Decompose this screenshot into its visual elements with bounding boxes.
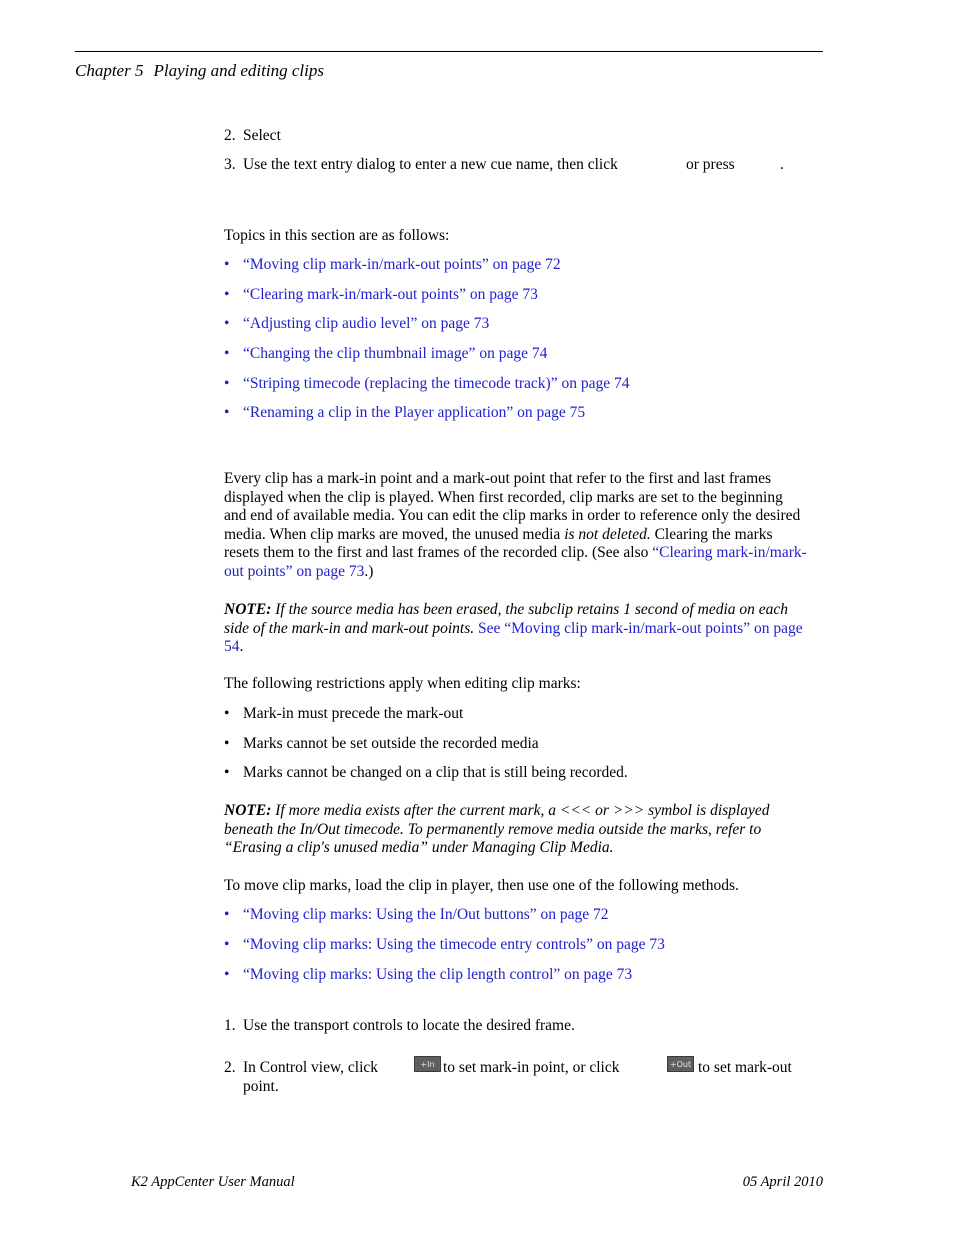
method-link[interactable]: “Moving clip marks: Using the In/Out buttons” on page 72	[243, 906, 609, 923]
topic-link[interactable]: “Adjusting clip audio level” on page 73	[243, 315, 490, 332]
running-header	[75, 62, 324, 81]
chapter-title: Playing and editing clips	[153, 61, 324, 80]
restrictions-intro: The following restrictions apply when editing clip marks:	[224, 675, 581, 692]
topics-intro: Topics in this section are as follows:	[224, 227, 450, 244]
topic-link[interactable]: “Renaming a clip in the Player application” on page 75	[243, 404, 586, 421]
header-rule	[75, 51, 823, 52]
topic-link[interactable]: “Clearing mark-in/mark-out points” on page 73	[243, 286, 538, 303]
clearing-marks-link[interactable]: “Clearing mark-in/mark-out points” on page 73	[224, 544, 807, 580]
note-subclip: NOTE: If the source media has been erased, the subclip retains 1 second of media on each side of the mark-in and mark-out points. See “Moving clip mark-in/mark-out points” on page 54.	[224, 601, 803, 656]
mark-in-button-icon: +In	[414, 1056, 441, 1072]
moving-marks-link[interactable]: See “Moving clip mark-in/mark-out points” on page 54	[224, 619, 803, 656]
footer-date: 05 April 2010	[742, 1174, 823, 1190]
mark-out-button-icon: +Out	[667, 1056, 694, 1072]
topic-link[interactable]: “Moving clip mark-in/mark-out points” on page 72	[243, 256, 561, 273]
topic-link[interactable]: “Changing the clip thumbnail image” on page 74	[243, 345, 548, 362]
method-link[interactable]: “Moving clip marks: Using the clip length control” on page 73	[243, 966, 633, 983]
footer-manual-title: K2 AppCenter User Manual	[131, 1174, 295, 1190]
note-unused-media: NOTE: If more media exists after the current mark, a <<< or >>> symbol is displayed beneath the In/Out timecode. To permanently remove media outside the marks, refer to “Erasing a clip's unused media” under Managing Clip Media.	[224, 802, 770, 857]
method-link[interactable]: “Moving clip marks: Using the timecode entry controls” on page 73	[243, 936, 665, 953]
methods-intro: To move clip marks, load the clip in player, then use one of the following methods.	[224, 877, 739, 894]
chapter-number: Chapter 5	[75, 61, 144, 80]
topic-link[interactable]: “Striping timecode (replacing the timecode track)” on page 74	[243, 375, 630, 392]
clip-marks-paragraph: Every clip has a mark-in point and a mark-out point that refer to the first and last frames displayed when the clip is played. When first recorded, clip marks are set to the beginning and end of available media. You can edit the clip marks in order to reference only the desired media. When clip marks are moved, the unused media is not deleted. Clearing the marks resets them to the first and last frames of the recorded clip. (See also “Clearing mark-in/mark-out points” on page 73.)	[224, 470, 807, 580]
